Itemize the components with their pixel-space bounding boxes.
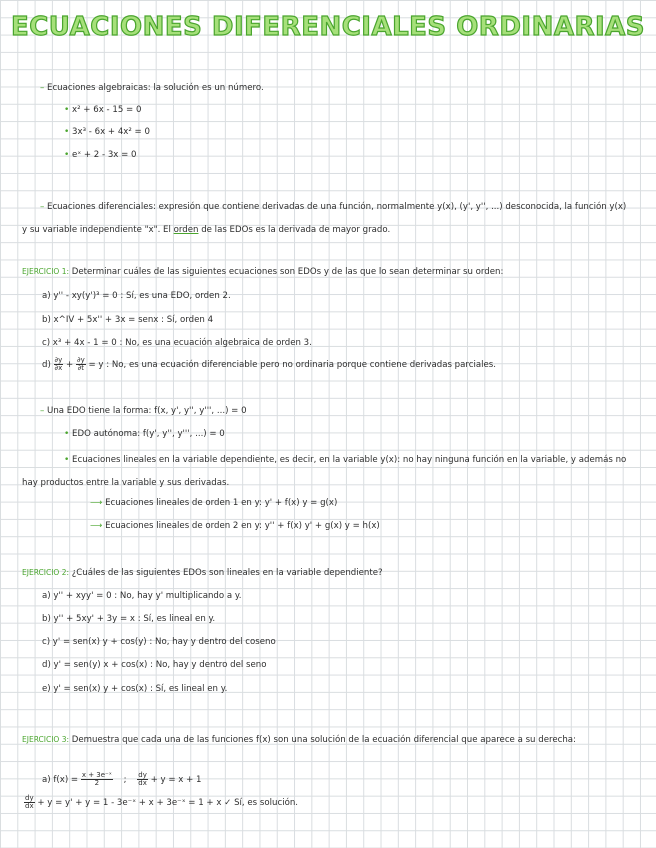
ej1-heading [22,266,503,278]
ej3-label: EJERCICIO 3: [22,735,70,744]
bullet-icon: • [64,105,70,115]
arrow-right-icon: ⟶ [90,498,103,508]
list-item [64,428,225,440]
ej2-a: a) y'' + xyy' = 0 : No, hay y' multiplicando a y. [42,591,242,601]
check-icon: ✓ [224,798,232,808]
edo-linear-text: Ecuaciones lineales en la variable dependiente, es decir, en la variable y(x): no hay ninguna función en la variable, y además no hay productos entre la variable y sus derivadas. [22,455,627,488]
edo-order1 [90,497,337,509]
bullet-icon: • [64,429,70,439]
bullet-icon: • [64,127,70,137]
algebraic-item: 3x³ - 6x + 4x² = 0 [72,127,150,137]
differential-text: Ecuaciones diferenciales: expresión que contiene derivadas de una función, normalmente y(x), (y', y'', ...) desconocida, la función y(x) y su variable independiente "x". El [22,202,627,235]
bullet-icon: • [64,455,70,465]
list-item [64,104,141,116]
edo-autonomous: EDO autónoma: f(y', y'', y''', ...) = 0 [72,429,225,439]
ej1-prompt: Determinar cuáles de las siguientes ecuaciones son EDOs y de las que lo sean determinar su orden: [71,267,504,277]
edo-linear [22,449,634,495]
ej1-c: c) x³ + 4x - 1 = 0 : No, es una ecuación algebraica de orden 3. [42,338,312,348]
ej3-heading [22,728,634,752]
ej2-label: EJERCICIO 2: [22,568,70,577]
differential-intro [22,196,634,242]
ej3-a: a) f(x) = $\frac{\text{x + 3e⁻ˣ}}{2}$ ; $\frac{dy}{dx}$ + y = x + 1 [42,771,202,787]
bullet-icon: • [64,150,70,160]
ej3-prompt: Demuestra que cada una de las funciones f(x) son una solución de la ecuación diferencial que aparece a su derecha: [71,735,576,745]
ej3-solution-text: + y = y' + y = 1 - 3e⁻ˣ + x + 3e⁻ˣ = 1 + x [37,798,222,808]
partial-fraction: $\frac{\partial y}{\partial t}$ [76,356,85,372]
differential-text-end: de las EDOs es la derivada de mayor grado. [201,225,391,235]
edo-form-intro [40,405,247,417]
ej3-a-prefix: a) f(x) = [42,775,79,785]
ej1-d-rest: = y : No, es una ecuación diferenciable pero no ordinaria porque contiene derivadas parciales. [88,360,496,370]
ej3-verdict: Sí, es solución. [234,798,299,808]
partial-fraction: $\frac{\partial y}{\partial x}$ [54,356,63,372]
edo-order2-text: Ecuaciones lineales de orden 2 en y: y'' + f(x) y' + g(x) y = h(x) [105,521,380,531]
dash-marker: – [40,83,45,93]
edo-order2 [90,520,380,532]
ej1-b: b) x^IV + 5x'' + 3x = senx : Sí, orden 4 [42,315,214,325]
fraction: $\frac{\text{x + 3e⁻ˣ}}{2}$ [81,771,112,787]
ej1-d-prefix: d) [42,360,51,370]
arrow-right-icon: ⟶ [90,521,103,531]
dash-marker: – [40,202,45,212]
ej2-c: c) y' = sen(x) y + cos(y) : No, hay y dentro del coseno [42,637,276,647]
algebraic-intro-text: Ecuaciones algebraicas: la solución es un número. [47,83,264,93]
ej3-a-equation: + y = x + 1 [150,775,202,785]
page-title: ECUACIONES DIFERENCIALES ORDINARIAS [10,12,646,42]
list-item [64,126,150,138]
ej2-b: b) y'' + 5xy' + 3y = x : Sí, es lineal en y. [42,614,216,624]
algebraic-item: x² + 6x - 15 = 0 [72,105,142,115]
ej3-solution [24,795,298,810]
ej1-label: EJERCICIO 1: [22,267,70,276]
ej1-a: a) y'' - xy(y')³ = 0 : Sí, es una EDO, orden 2. [42,291,231,301]
fraction: $\frac{dy}{dx}$ [25,794,34,810]
edo-form-text: Una EDO tiene la forma: f(x, y', y'', y''', ...) = 0 [47,406,247,416]
ej2-d: d) y' = sen(y) x + cos(x) : No, hay y dentro del seno [42,660,267,670]
algebraic-item: eˣ + 2 - 3x = 0 [72,150,137,160]
dash-marker: – [40,406,45,416]
fraction: $\frac{dy}{dx}$ [138,771,147,787]
list-item [64,149,137,161]
algebraic-intro [40,82,264,94]
ej1-d: d) $\frac{\partial y}{\partial x}$ + $\frac{\partial y}{\partial t}$ = y : No, es una ecuación diferenciable pero no ordinaria porque contiene derivadas parciales. [42,356,496,372]
ej2-heading [22,567,383,579]
ej2-prompt: ¿Cuáles de las siguientes EDOs son lineales en la variable dependiente? [71,568,383,578]
edo-order1-text: Ecuaciones lineales de orden 1 en y: y' + f(x) y = g(x) [105,498,338,508]
ej2-e: e) y' = sen(x) y + cos(x) : Sí, es lineal en y. [42,684,228,694]
orden-word: orden [173,225,199,235]
